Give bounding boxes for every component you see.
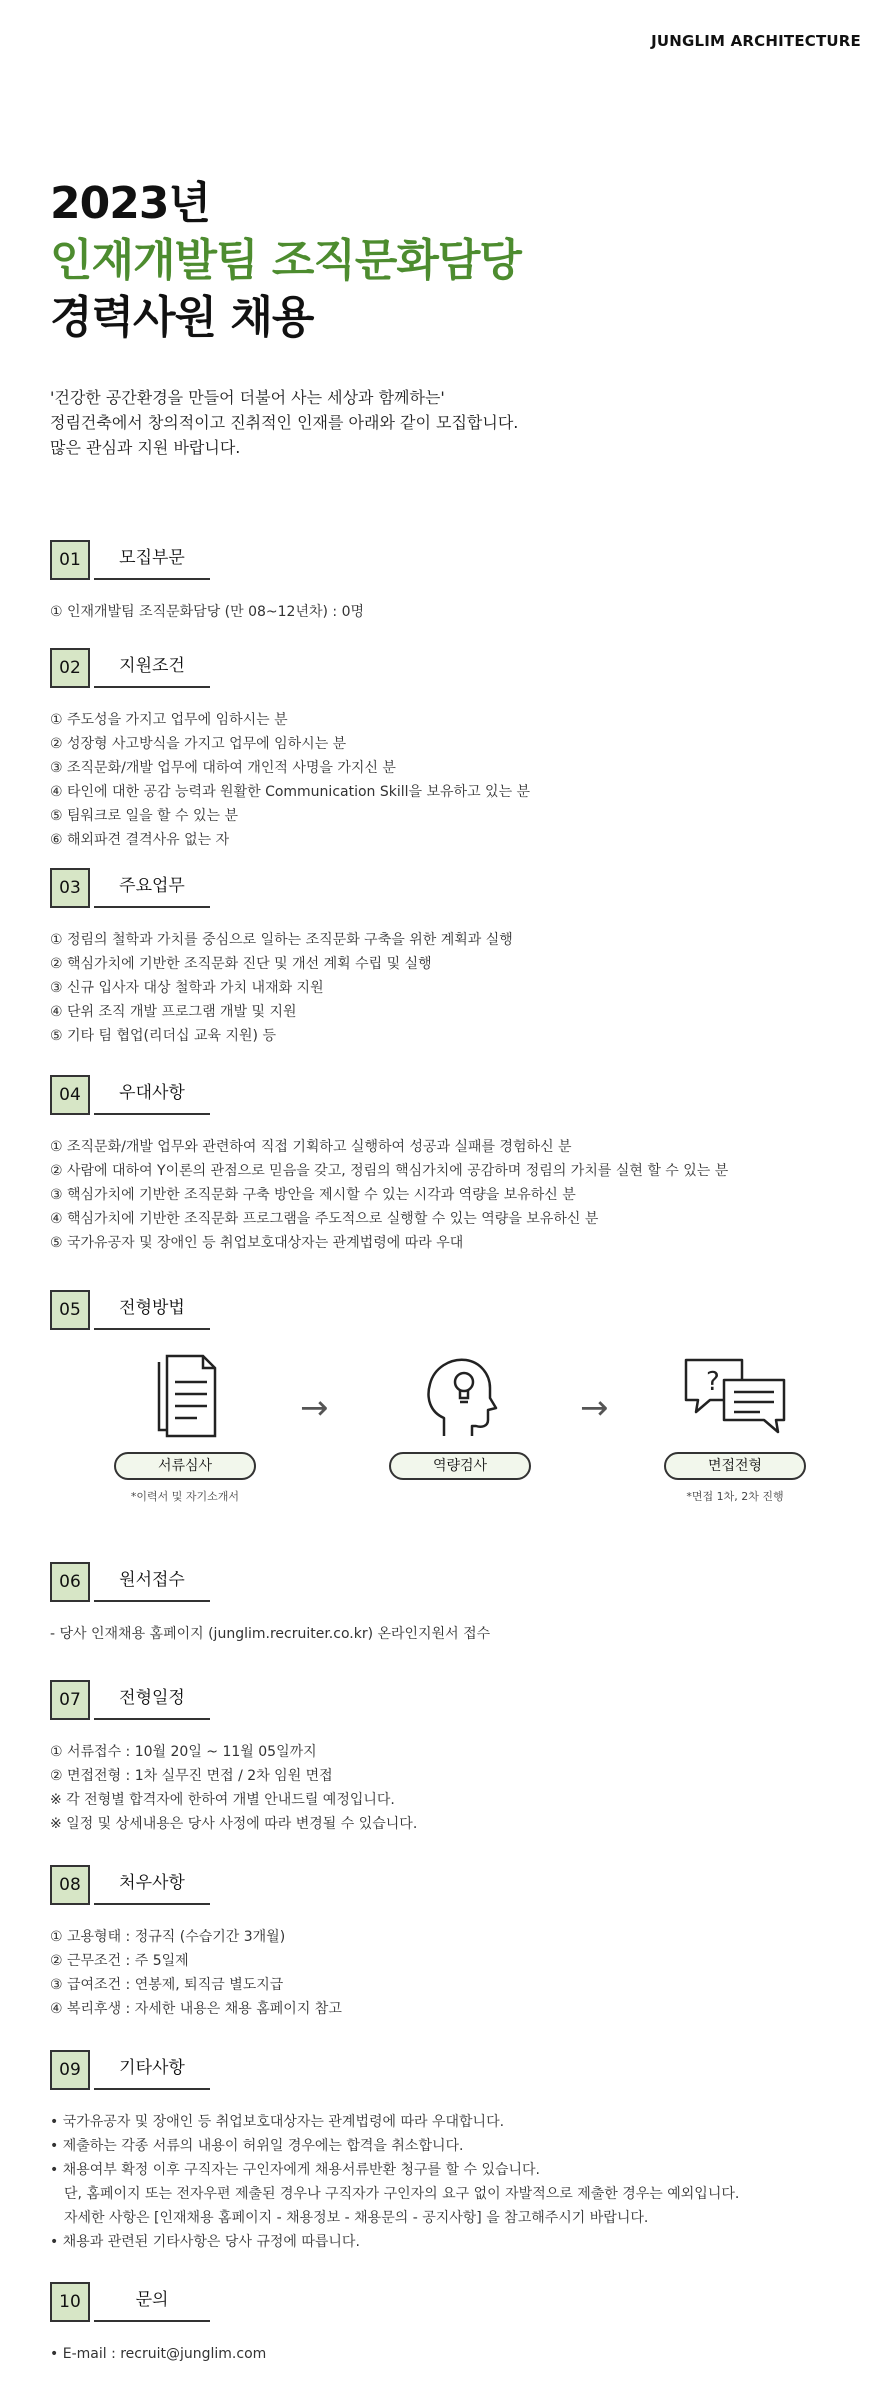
section-title: 원서접수	[94, 1562, 210, 1602]
section-line: ② 핵심가치에 기반한 조직문화 진단 및 개선 계획 수립 및 실행	[50, 956, 432, 972]
section-requirements	[50, 648, 850, 852]
section-number: 06	[50, 1562, 90, 1602]
section-title: 처우사항	[94, 1865, 210, 1905]
section-line: ③ 신규 입사자 대상 철학과 가치 내재화 지원	[50, 980, 324, 996]
section-number: 05	[50, 1290, 90, 1330]
section-title: 기타사항	[94, 2050, 210, 2090]
section-line: ③ 급여조건 : 연봉제, 퇴직금 별도지급	[50, 1977, 284, 1993]
section-line: ④ 핵심가치에 기반한 조직문화 프로그램을 주도적으로 실행할 수 있는 역량을 보유하신 분	[50, 1211, 599, 1227]
intro-line: 많은 관심과 지원 바랍니다.	[50, 438, 241, 457]
contact-email[interactable]: • E-mail : recruit@junglim.com	[50, 2342, 850, 2366]
section-line: ※ 일정 및 상세내용은 당사 사정에 따라 변경될 수 있습니다.	[50, 1816, 418, 1832]
section-line: • 채용여부 확정 이후 구직자는 구인자에게 채용서류반환 청구를 할 수 있습니다.	[50, 2158, 850, 2182]
section-line: • 제출하는 각종 서류의 내용이 허위일 경우에는 합격을 취소합니다.	[50, 2134, 850, 2158]
section-line: ② 근무조건 : 주 5일제	[50, 1953, 189, 1969]
title-position: 경력사원 채용	[50, 292, 314, 343]
section-line: ④ 타인에 대한 공감 능력과 원활한 Communication Skill을 보유하고 있는 분	[50, 784, 531, 800]
section-line: ③ 조직문화/개발 업무에 대하여 개인적 사명을 가지신 분	[50, 760, 396, 776]
section-line: ⑤ 기타 팀 협업(리더십 교육 지원) 등	[50, 1028, 276, 1044]
arrow-right-icon: →	[300, 1388, 329, 1428]
document-icon	[145, 1352, 225, 1442]
section-line: ① 조직문화/개발 업무와 관련하여 직접 기획하고 실행하여 성공과 실패를 경험하신 분	[50, 1139, 572, 1155]
section-line: ② 면접전형 : 1차 실무진 면접 / 2차 임원 면접	[50, 1768, 333, 1784]
process-step-interview	[660, 1352, 810, 1504]
brand-logo-text: JUNGLIM ARCHITECTURE	[651, 32, 861, 50]
head-lightbulb-icon	[420, 1352, 500, 1442]
section-benefits	[50, 1865, 850, 2021]
step-note: *면접 1차, 2차 진행	[686, 1490, 784, 1503]
section-line: ⑤ 국가유공자 및 장애인 등 취업보호대상자는 관계법령에 따라 우대	[50, 1235, 464, 1251]
section-number: 08	[50, 1865, 90, 1905]
section-number: 02	[50, 648, 90, 688]
section-title: 주요업무	[94, 868, 210, 908]
step-label: 역량검사	[389, 1452, 531, 1480]
section-line: ① 주도성을 가지고 업무에 임하시는 분	[50, 712, 288, 728]
section-line: ① 인재개발팀 조직문화담당 (만 08~12년차) : 0명	[50, 604, 365, 620]
section-other	[50, 2050, 850, 2254]
section-number: 10	[50, 2282, 90, 2322]
section-number: 07	[50, 1680, 90, 1720]
section-number: 03	[50, 868, 90, 908]
intro-text	[50, 385, 518, 460]
arrow-right-icon: →	[580, 1388, 609, 1428]
section-line: 단, 홈페이지 또는 전자우편 제출된 경우나 구직자가 구인자의 요구 없이 자발적으로 제출한 경우는 예외입니다.	[64, 2186, 740, 2202]
step-label: 면접전형	[664, 1452, 806, 1480]
section-line: ② 사람에 대하여 Y이론의 관점으로 믿음을 갖고, 정림의 핵심가치에 공감하며 정림의 가치를 실현 할 수 있는 분	[50, 1163, 729, 1179]
section-schedule	[50, 1680, 850, 1836]
section-line: ② 성장형 사고방식을 가지고 업무에 임하시는 분	[50, 736, 347, 752]
section-line: • 채용과 관련된 기타사항은 당사 규정에 따릅니다.	[50, 2230, 850, 2254]
section-line: ③ 핵심가치에 기반한 조직문화 구축 방안을 제시할 수 있는 시각과 역량을 보유하신 분	[50, 1187, 576, 1203]
section-selection-process	[50, 1290, 850, 1542]
step-label: 서류심사	[114, 1452, 256, 1480]
process-step-document	[110, 1352, 260, 1504]
process-step-competency	[385, 1352, 535, 1480]
speech-bubbles-icon	[680, 1352, 790, 1442]
section-recruit-field	[50, 540, 850, 624]
section-line: ① 고용형태 : 정규직 (수습기간 3개월)	[50, 1929, 286, 1945]
section-number: 04	[50, 1075, 90, 1115]
section-line: - 당사 인재채용 홈페이지 (junglim.recruiter.co.kr) 온라인지원서 접수	[50, 1626, 491, 1642]
intro-line: 정림건축에서 창의적이고 진취적인 인재를 아래와 같이 모집합니다.	[50, 413, 519, 432]
intro-line: '건강한 공간환경을 만들어 더불어 사는 세상과 함께하는'	[50, 388, 445, 407]
section-line: ① 서류접수 : 10월 20일 ~ 11월 05일까지	[50, 1744, 317, 1760]
section-title: 지원조건	[94, 648, 210, 688]
title-year: 2023년	[50, 178, 210, 229]
svg-text:?: ?	[706, 1367, 720, 1397]
section-number: 09	[50, 2050, 90, 2090]
section-number: 01	[50, 540, 90, 580]
section-line: ※ 각 전형별 합격자에 한하여 개별 안내드릴 예정입니다.	[50, 1792, 395, 1808]
section-line: ① 정림의 철학과 가치를 중심으로 일하는 조직문화 구축을 위한 계획과 실행	[50, 932, 513, 948]
step-note: *이력서 및 자기소개서	[130, 1490, 240, 1503]
process-flow	[50, 1352, 850, 1542]
section-main-duties	[50, 868, 850, 1048]
section-line: ④ 복리후생 : 자세한 내용은 채용 홈페이지 참고	[50, 2001, 342, 2017]
page-title	[50, 175, 521, 346]
title-team: 인재개발팀 조직문화담당	[50, 235, 521, 286]
section-line: 자세한 사항은 [인재채용 홈페이지 - 채용정보 - 채용문의 - 공지사항] 을 참고해주시기 바랍니다.	[64, 2210, 649, 2226]
section-preferences	[50, 1075, 850, 1255]
section-title: 모집부문	[94, 540, 210, 580]
section-title: 전형일정	[94, 1680, 210, 1720]
section-title: 문의	[94, 2282, 210, 2322]
section-application	[50, 1562, 850, 1646]
section-line: • 국가유공자 및 장애인 등 취업보호대상자는 관계법령에 따라 우대합니다.	[50, 2110, 850, 2134]
section-line: ⑤ 팀워크로 일을 할 수 있는 분	[50, 808, 239, 824]
section-line: ④ 단위 조직 개발 프로그램 개발 및 지원	[50, 1004, 297, 1020]
section-contact	[50, 2282, 850, 2366]
section-title: 우대사항	[94, 1075, 210, 1115]
section-title: 전형방법	[94, 1290, 210, 1330]
section-line: ⑥ 해외파견 결격사유 없는 자	[50, 832, 230, 848]
